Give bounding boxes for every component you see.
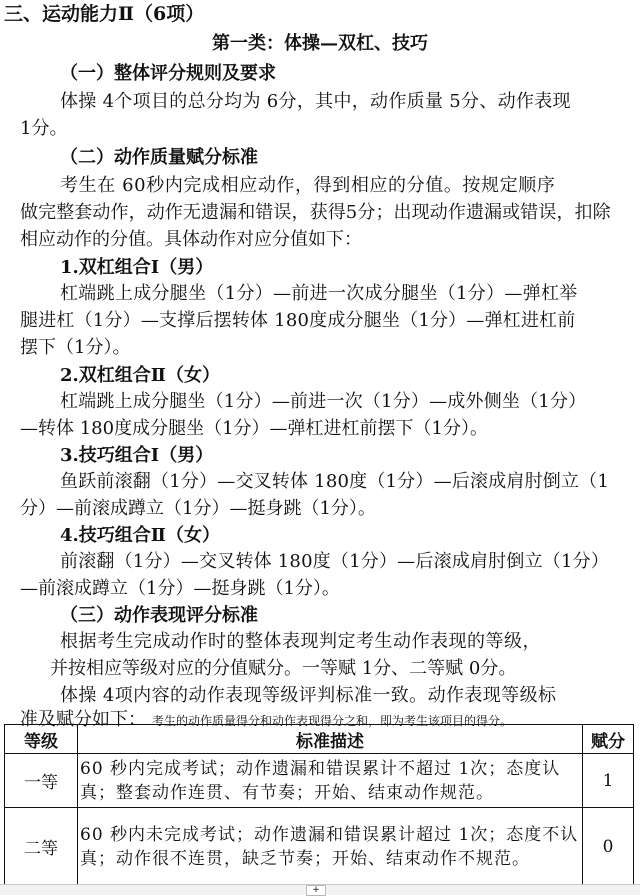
item1-title: 1.双杠组合Ⅰ（男） [60,257,214,278]
row1-level: 一等 [5,754,78,808]
part3-line-2: 并按相应等级对应的分值赋分。一等赋 1分、二等赋 0分。 [50,658,517,679]
part3-heading: （三）动作表现评分标准 [60,605,258,626]
part2-line-2: 做完整套动作，动作无遗漏和错误，获得5分；出现动作遗漏或错误，扣除 [20,202,611,223]
add-row-button[interactable]: + [306,885,326,896]
part3-last-line-main: 准及赋分如下： [20,709,146,730]
row2-score: 0 [583,808,634,886]
row1-desc: 60 秒内完成考试；动作遗漏和错误累计不超过 1次；态度认真；整套动作连贯、有节奏；开始、结束动作规范。 [78,754,583,808]
item2-line-2: —转体 180度成分腿坐（1分）—弹杠进杠前摆下（1分）。 [20,418,488,439]
item4-line-1: 前滚翻（1分）—交叉转体 180度（1分）—后滚成肩肘倒立（1分） [60,551,610,572]
header-score: 赋分 [583,725,634,754]
row2-desc: 60 秒内未完成考试；动作遗漏和错误累计超过 1次；态度不认真；动作很不连贯，缺乏节奏；开始、结束动作不规范。 [78,808,583,886]
item2-title: 2.双杠组合Ⅱ（女） [60,365,220,386]
table-row [5,808,634,886]
section-title: 三、运动能力Ⅱ（6项） [4,3,205,25]
part1-line-1: 体操 4个项目的总分均为 6分，其中，动作质量 5分、动作表现 [60,91,571,112]
part2-line-1: 考生在 60秒内完成相应动作，得到相应的分值。按规定顺序 [60,175,556,196]
part1-heading: （一）整体评分规则及要求 [60,63,276,84]
item4-title: 4.技巧组合Ⅱ（女） [60,525,220,546]
part2-line-3: 相应动作的分值。具体动作对应分值如下： [20,229,362,250]
part2-heading: （二）动作质量赋分标准 [60,147,258,168]
table-header-row [5,725,634,754]
item1-line-2: 腿进杠（1分）—支撑后摆转体 180度成分腿坐（1分）—弹杠进杠前 [20,310,576,331]
item3-line-2: 分）—前滚成蹲立（1分）—挺身跳（1分）。 [20,498,376,519]
category-title: 第一类：体操—双杠、技巧 [212,33,428,54]
scoring-table [4,724,634,886]
item1-line-1: 杠端跳上成分腿坐（1分）—前进一次成分腿坐（1分）—弹杠举 [60,283,578,304]
item3-line-1: 鱼跃前滚翻（1分）—交叉转体 180度（1分）—后滚成肩肘倒立（1 [60,471,610,492]
row2-level: 二等 [5,808,78,886]
row1-score: 1 [583,754,634,808]
table-row [5,754,634,808]
part3-last-line-note: 考生的动作质量得分和动作表现得分之和，即为考生该项目的得分。 [152,714,513,728]
part3-line-1: 根据考生完成动作时的整体表现判定考生动作表现的等级， [60,631,541,652]
part3-line-3: 体操 4项内容的动作表现等级评判标准一致。动作表现等级标 [60,685,557,706]
part1-line-2: 1分。 [20,118,68,139]
item4-line-2: —前滚成蹲立（1分）—挺身跳（1分）。 [20,578,340,599]
item3-title: 3.技巧组合Ⅰ（男） [60,445,214,466]
header-level: 等级 [5,725,78,754]
header-desc: 标准描述 [78,725,583,754]
item2-line-1: 杠端跳上成分腿坐（1分）—前进一次（1分）—成外侧坐（1分） [60,391,587,412]
item1-line-3: 摆下（1分）。 [20,337,131,358]
